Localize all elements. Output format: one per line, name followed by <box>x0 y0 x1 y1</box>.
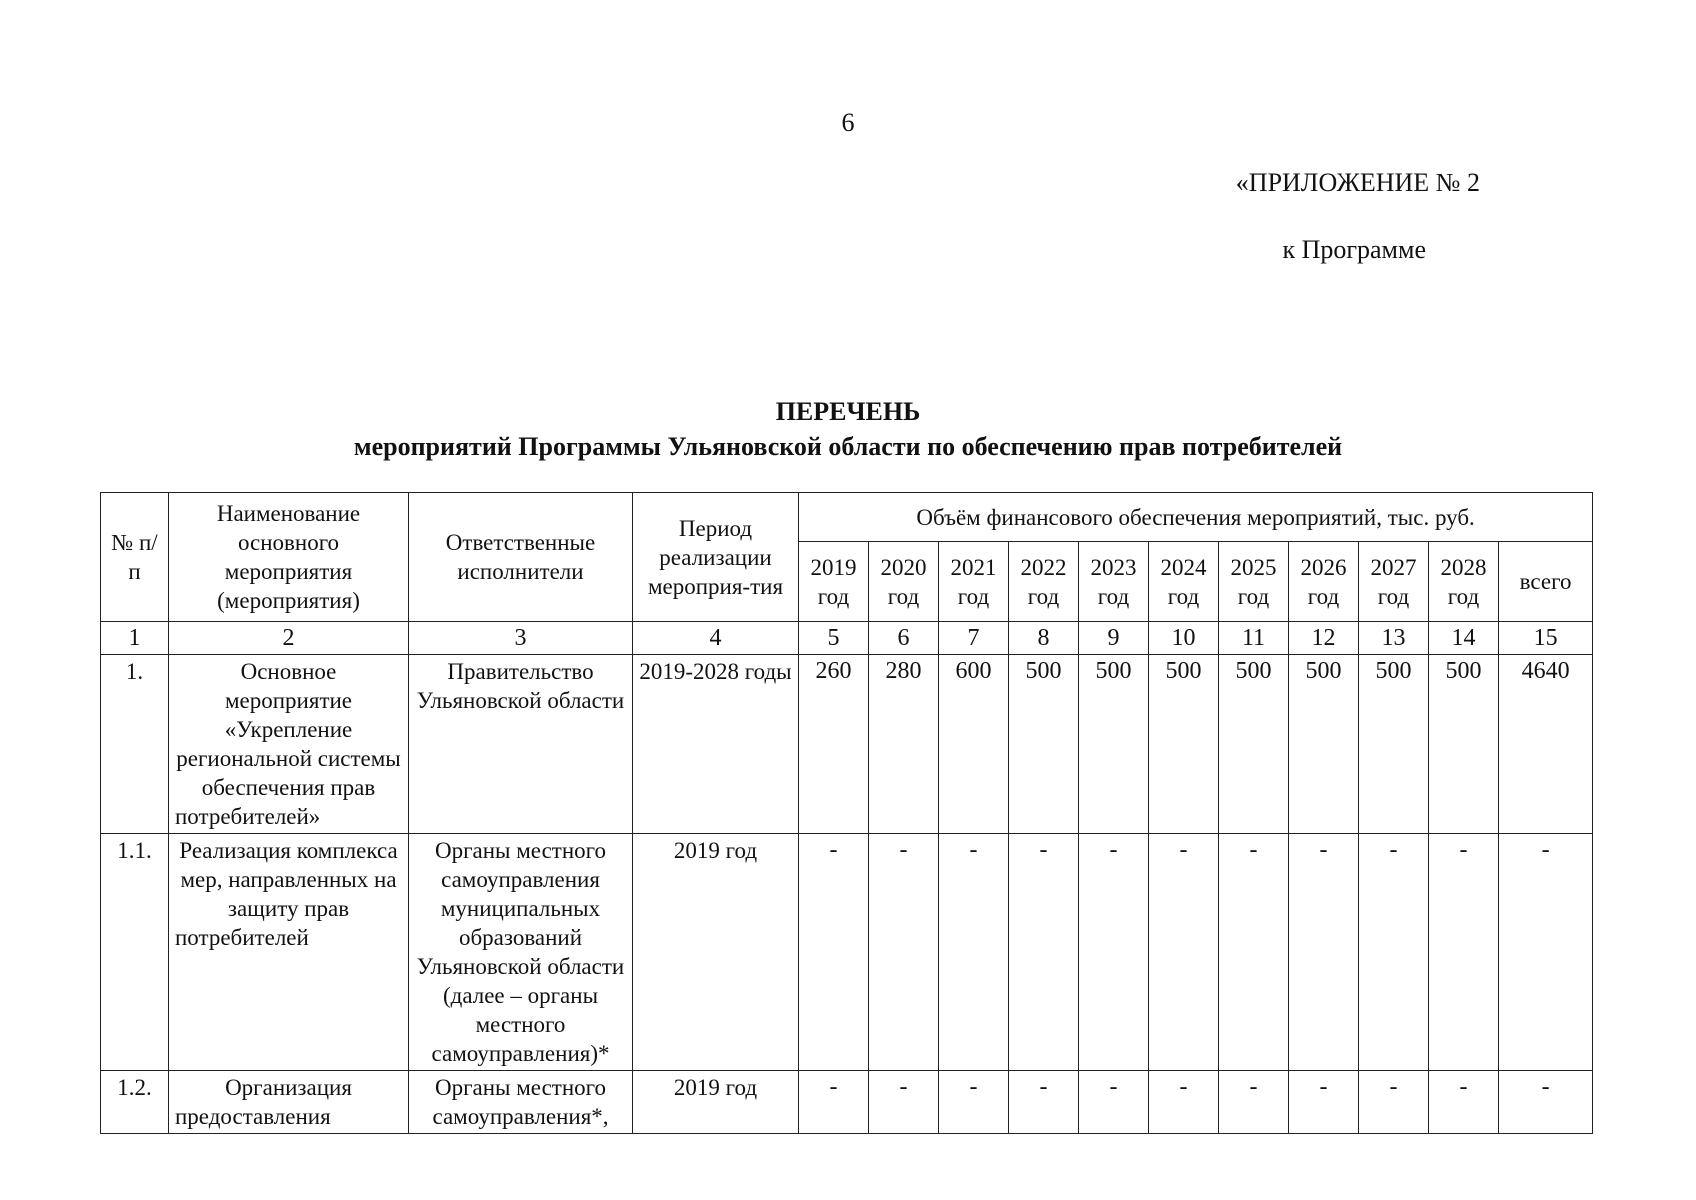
header-num: № п/п <box>101 493 169 622</box>
column-number: 10 <box>1149 622 1219 655</box>
column-number: 7 <box>939 622 1009 655</box>
row-value-2024: - <box>1149 1071 1219 1134</box>
row-value-2020: - <box>869 1071 939 1134</box>
header-year: 2026 год <box>1289 542 1359 622</box>
row-value-2028: - <box>1429 1071 1499 1134</box>
row-value-2025: 500 <box>1219 655 1289 834</box>
row-value-2020: 280 <box>869 655 939 834</box>
row-period: 2019 год <box>633 834 799 1071</box>
row-value-total: 4640 <box>1499 655 1593 834</box>
row-value-2022: - <box>1009 834 1079 1071</box>
header-year: 2027 год <box>1359 542 1429 622</box>
column-number: 15 <box>1499 622 1593 655</box>
column-number: 6 <box>869 622 939 655</box>
row-value-2027: - <box>1359 1071 1429 1134</box>
column-number: 4 <box>633 622 799 655</box>
table-row <box>101 1071 1593 1134</box>
row-number: 1. <box>101 655 169 834</box>
row-period: 2019 год <box>633 1071 799 1134</box>
row-value-2019: - <box>799 1071 869 1134</box>
row-value-2021: 600 <box>939 655 1009 834</box>
column-number: 2 <box>169 622 409 655</box>
row-number: 1.2. <box>101 1071 169 1134</box>
row-value-total: - <box>1499 1071 1593 1134</box>
document-title: ПЕРЕЧЕНЬ <box>775 397 921 426</box>
header-year: 2023 год <box>1079 542 1149 622</box>
row-value-2026: - <box>1289 834 1359 1071</box>
column-number: 9 <box>1079 622 1149 655</box>
header-funding: Объём финансового обеспечения мероприятий, тыс. руб. <box>799 493 1593 542</box>
row-measure-name: Основное мероприятие «Укрепление региональной системы обеспечения прав потребителей» <box>169 655 409 834</box>
row-value-2022: - <box>1009 1071 1079 1134</box>
column-number: 14 <box>1429 622 1499 655</box>
row-number: 1.1. <box>101 834 169 1071</box>
row-value-2019: 260 <box>799 655 869 834</box>
measures-table <box>100 492 1593 1134</box>
row-period: 2019-2028 годы <box>633 655 799 834</box>
header-year: 2019 год <box>799 542 869 622</box>
row-value-2027: 500 <box>1359 655 1429 834</box>
table-row <box>101 834 1593 1071</box>
header-year: 2022 год <box>1009 542 1079 622</box>
header-period: Период реализации мероприя-тия <box>633 493 799 622</box>
column-number: 3 <box>409 622 633 655</box>
header-year: 2025 год <box>1219 542 1289 622</box>
column-number: 5 <box>799 622 869 655</box>
header-total: всего <box>1499 542 1593 622</box>
row-value-2024: 500 <box>1149 655 1219 834</box>
row-value-2028: 500 <box>1429 655 1499 834</box>
row-executors: Органы местного самоуправления*, <box>409 1071 633 1134</box>
row-value-2022: 500 <box>1009 655 1079 834</box>
row-measure-name: Организация предоставления <box>169 1071 409 1134</box>
header-year: 2028 год <box>1429 542 1499 622</box>
row-executors: Правительство Ульяновской области <box>409 655 633 834</box>
row-value-2025: - <box>1219 834 1289 1071</box>
table-row <box>101 655 1593 834</box>
header-year: 2021 год <box>939 542 1009 622</box>
appendix-subheading: к Программе <box>1282 235 1426 264</box>
page-number: 6 <box>841 108 855 137</box>
row-value-2021: - <box>939 834 1009 1071</box>
header-name: Наименование основного мероприятия (мероприятия) <box>169 493 409 622</box>
row-value-2023: - <box>1079 834 1149 1071</box>
column-number: 12 <box>1289 622 1359 655</box>
column-number-row <box>101 622 1593 655</box>
column-number: 8 <box>1009 622 1079 655</box>
document-subtitle: мероприятий Программы Ульяновской области по обеспечению прав потребителей <box>353 432 1343 461</box>
row-value-2024: - <box>1149 834 1219 1071</box>
row-value-2020: - <box>869 834 939 1071</box>
row-value-2026: - <box>1289 1071 1359 1134</box>
row-value-2026: 500 <box>1289 655 1359 834</box>
column-number: 11 <box>1219 622 1289 655</box>
row-value-2025: - <box>1219 1071 1289 1134</box>
column-number: 13 <box>1359 622 1429 655</box>
row-executors: Органы местного самоуправления муниципальных образований Ульяновской области (далее – органы местного самоуправления)* <box>409 834 633 1071</box>
row-value-2021: - <box>939 1071 1009 1134</box>
header-year: 2020 год <box>869 542 939 622</box>
row-value-2027: - <box>1359 834 1429 1071</box>
header-executors: Ответственные исполнители <box>409 493 633 622</box>
row-value-2023: - <box>1079 1071 1149 1134</box>
row-value-total: - <box>1499 834 1593 1071</box>
row-value-2023: 500 <box>1079 655 1149 834</box>
appendix-heading: «ПРИЛОЖЕНИЕ № 2 <box>1235 168 1480 197</box>
row-value-2028: - <box>1429 834 1499 1071</box>
row-measure-name: Реализация комплекса мер, направленных на защиту прав потребителей <box>169 834 409 1071</box>
header-year: 2024 год <box>1149 542 1219 622</box>
row-value-2019: - <box>799 834 869 1071</box>
column-number: 1 <box>101 622 169 655</box>
